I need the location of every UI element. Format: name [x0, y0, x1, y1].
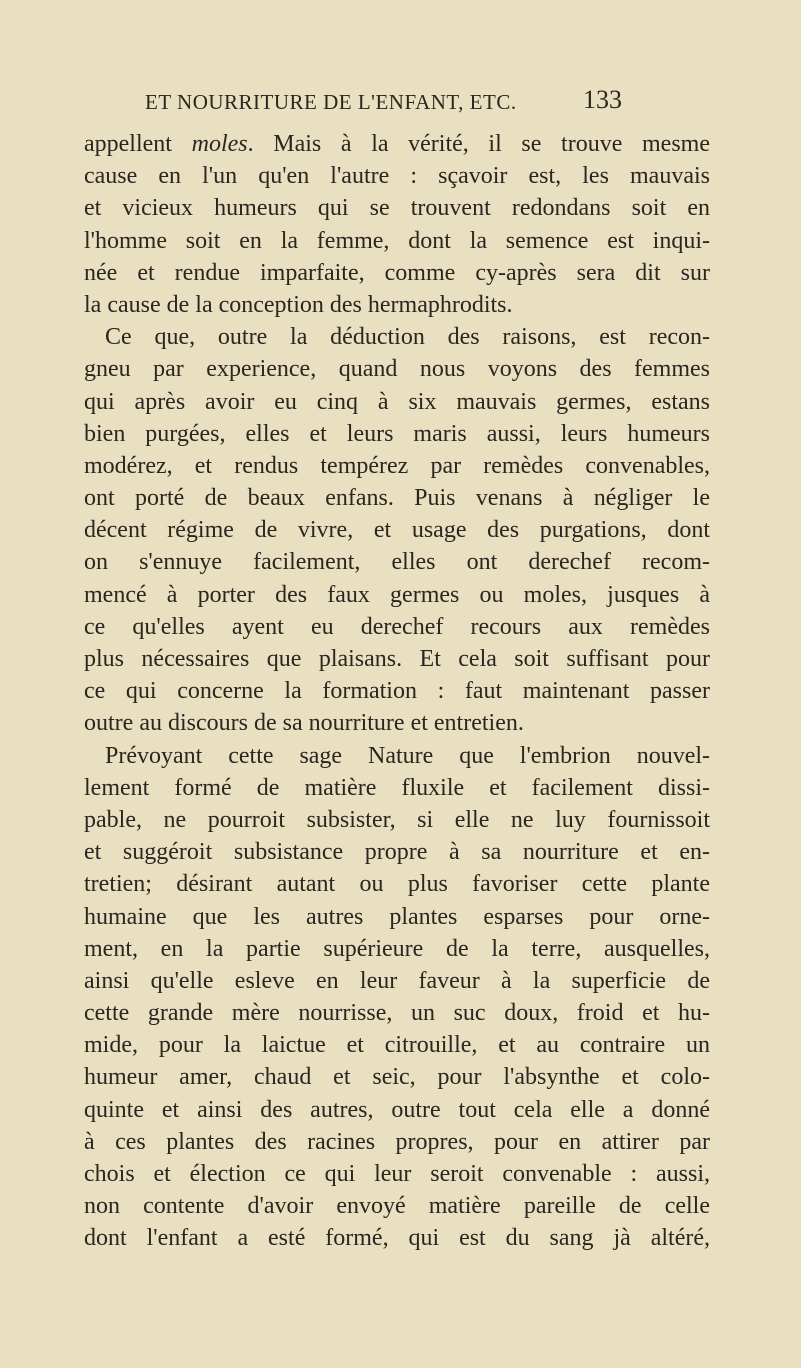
text-line: dont l'enfant a esté formé, qui est du sang jà altéré, [84, 1225, 710, 1252]
text-line: quinte et ainsi des autres, outre tout cela elle a donné [84, 1096, 710, 1123]
text-line: née et rendue imparfaite, comme cy-après sera dit sur [84, 259, 710, 286]
text-line: la cause de la conception des hermaphrodits. [84, 291, 513, 318]
italic-term: moles [191, 131, 248, 157]
text-line: plus nécessaires que plaisans. Et cela soit suffisant pour [84, 646, 710, 672]
text-line: mide, pour la laictue et citrouille, et au contraire un [84, 1032, 710, 1059]
text-line: qui après avoir eu cinq à six mauvais germes, estans [84, 388, 710, 415]
text-line: appellent moles. Mais à la vérité, il se trouve mesme [84, 131, 710, 157]
text-line: outre au discours de sa nourriture et entretien. [84, 710, 524, 737]
text-line: humeur amer, chaud et seic, pour l'absynthe et colo- [84, 1064, 710, 1091]
text-line: ce qu'elles ayent eu derechef recours aux remèdes [84, 613, 710, 640]
text-line: pable, ne pourroit subsister, si elle ne luy fournissoit [84, 806, 710, 833]
body-text [84, 128, 710, 1255]
text-line: ce qui concerne la formation : faut maintenant passer [84, 678, 710, 705]
text-line: ont porté de beaux enfans. Puis venans à négliger le [84, 485, 710, 512]
text-line: cause en l'un qu'en l'autre : sçavoir est, les mauvais [84, 163, 710, 190]
text-line: on s'ennuye facilement, elles ont derechef recom- [84, 549, 710, 576]
text-line: ment, en la partie supérieure de la terre, ausquelles, [84, 935, 710, 962]
page-number: 133 [583, 85, 622, 114]
text-line: non contente d'avoir envoyé matière pareille de celle [84, 1193, 710, 1220]
text-line: gneu par experience, quand nous voyons des femmes [84, 356, 710, 383]
text-line: et vicieux humeurs qui se trouvent redondans soit en [84, 195, 710, 222]
text-line: et suggéroit subsistance propre à sa nourriture et en- [84, 839, 710, 866]
text-line: cette grande mère nourrisse, un suc doux, froid et hu- [84, 1000, 710, 1027]
text-line: modérez, et rendus tempérez par remèdes convenables, [84, 452, 710, 479]
text-line: Prévoyant cette sage Nature que l'embrion nouvel- [105, 742, 710, 769]
text-line: tretien; désirant autant ou plus favoriser cette plante [84, 871, 710, 898]
text-line: Ce que, outre la déduction des raisons, est recon- [105, 324, 710, 351]
text-line: à ces plantes des racines propres, pour en attirer par [84, 1128, 710, 1155]
text-line: ainsi qu'elle esleve en leur faveur à la superficie de [84, 967, 710, 994]
text-line: l'homme soit en la femme, dont la semence est inqui- [84, 227, 710, 254]
text-line: chois et élection ce qui leur seroit convenable : aussi, [84, 1161, 710, 1187]
text-line: mencé à porter des faux germes ou moles, jusques à [84, 581, 710, 608]
running-head: ET NOURRITURE DE L'ENFANT, ETC. [145, 90, 517, 114]
text-line: bien purgées, elles et leurs maris aussi, leurs humeurs [84, 420, 710, 447]
text-line: lement formé de matière fluxile et facilement dissi- [84, 774, 710, 801]
text-line: humaine que les autres plantes esparses pour orne- [84, 903, 710, 930]
text-line: décent régime de vivre, et usage des purgations, dont [84, 517, 710, 544]
